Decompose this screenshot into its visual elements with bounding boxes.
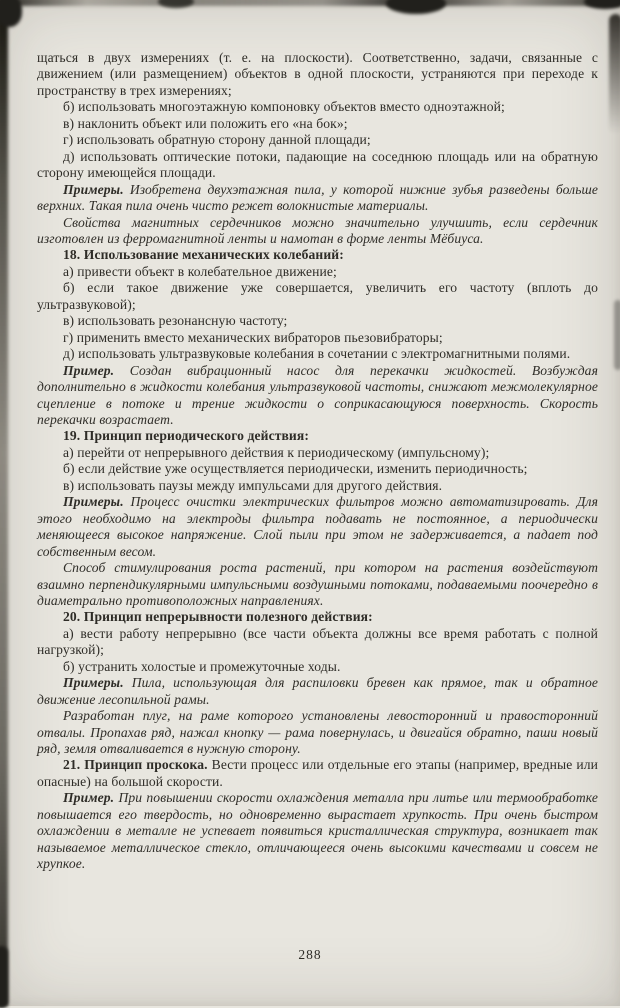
paragraph-lead: Примеры. bbox=[63, 181, 130, 197]
paragraph: д) использовать ультразвуковые колебания в сочетании с электромагнитными полями. bbox=[63, 346, 571, 362]
scan-smudge-top-right-of-center bbox=[386, 0, 446, 14]
paragraph: Способ стимулирования роста растений, при котором на растения воздействуют взаимно перпендикулярными импульсными воздушными потоками, подаваемыми поочередно в диаметрально противоположных направлениях. bbox=[37, 560, 598, 608]
paragraph: Пример. При повышении скорости охлаждения металла при литье или термообработке повышается его твердость, но одновременно вырастает хрупкость. При очень быстром охлаждении в металле не успевает появиться кристаллическая структура, возникает так называемое металлическое стекло, отличающееся очень высокими качествами и совсем не хрупкое. bbox=[37, 790, 598, 872]
paragraph: д) использовать оптические потоки, падающие на соседнюю площадь или на обратную сторону имеющейся площади. bbox=[37, 148, 598, 181]
paragraph: Пример. Создан вибрационный насос для перекачки жидкостей. Возбуждая дополнительно в жидкости колебания ультразвуковой частоты, снижают межмолекулярное сцепление в потоке и трение жидкости о соприкасающуюся поверхность. Скорость перекачки возрастает. bbox=[37, 362, 598, 427]
section-heading: 18. Использование механических колебаний: bbox=[63, 247, 344, 263]
scan-smudge-top-center bbox=[158, 0, 194, 8]
paragraph: г) применить вместо механических вибраторов пьезовибраторы; bbox=[63, 329, 443, 345]
paragraph-lead: Пример. bbox=[63, 790, 119, 806]
paragraph-lead: Примеры. bbox=[63, 494, 131, 510]
paragraph: б) если такое движение уже совершается, увеличить его частоту (вплоть до ультразвуковой); bbox=[37, 280, 598, 312]
paragraph: Примеры. Изобретена двухэтажная пила, у которой нижние зубья разведены больше верхних. Такая пила очень чисто режет волокнистые материалы. bbox=[37, 181, 598, 214]
paragraph-lead: Пример. bbox=[63, 362, 130, 378]
paragraph: б) устранить холостые и промежуточные ходы. bbox=[63, 658, 341, 674]
paragraph: Примеры. Процесс очистки электрических фильтров можно автоматизировать. Для этого необходимо на электроды фильтра подавать не постоянное, а периодически меняющееся высокое напряжение. Слой пыли при этом не задерживается, а падает под собственным весом. bbox=[37, 494, 598, 559]
paragraph: Свойства магнитных сердечников можно значительно улучшить, если сердечник изготовлен из ферромагнитной ленты и намотан в форме ленты Мёбиуса. bbox=[37, 214, 598, 246]
paragraph: в) наклонить объект или положить его «на бок»; bbox=[63, 115, 348, 131]
paragraph: Примеры. Пила, использующая для распиловки бревен как прямое, так и обратное движение лесопильной рамы. bbox=[37, 675, 599, 707]
paragraph: в) использовать паузы между импульсами для другого действия. bbox=[63, 477, 443, 493]
scan-smudge-left-edge bbox=[0, 0, 8, 1006]
paragraph: в) использовать резонансную частоту; bbox=[63, 313, 288, 329]
paragraph: а) вести работу непрерывно (все части объекта должны все время работать с полной нагрузкой); bbox=[37, 625, 598, 658]
scan-smudge-right-edge-middle bbox=[614, 300, 620, 370]
page-number: 288 bbox=[298, 947, 322, 962]
paragraph: Разработан плуг, на раме которого установлены левосторонний и правосторонний отвалы. Пропахав ряд, нажал кнопку — рама повернулась, и двигайся обратно, паши новый ряд, земля отваливается в нужную сторону. bbox=[37, 708, 598, 757]
scan-smudge-right-edge-top bbox=[609, 14, 620, 134]
paragraph: 21. Принцип проскока. Вести процесс или отдельные его этапы (например, вредные или опасные) на большой скорости. bbox=[37, 757, 598, 789]
paragraph: б) если действие уже осуществляется периодически, изменить периодичность; bbox=[63, 461, 528, 477]
section-heading: 19. Принцип периодического действия: bbox=[63, 428, 309, 444]
paragraph: а) перейти от непрерывного действия к периодическому (импульсному); bbox=[63, 444, 490, 460]
paragraph: г) использовать обратную сторону данной площади; bbox=[63, 132, 371, 148]
paragraph: щаться в двух измерениях (т. е. на плоскости). Соответственно, задачи, связанные с движением (или размещением) объектов в одной плоскости, устраняются при переходе к пространству в трех измерениях; bbox=[37, 50, 598, 98]
paragraph: а) привести объект в колебательное движение; bbox=[63, 263, 337, 279]
paragraph-lead: Примеры. bbox=[63, 675, 132, 691]
page-text bbox=[37, 50, 598, 873]
paragraph: б) использовать многоэтажную компоновку объектов вместо одноэтажной; bbox=[63, 99, 505, 115]
paragraph-lead: 21. Принцип проскока. bbox=[63, 757, 212, 773]
section-heading: 20. Принцип непрерывности полезного действия: bbox=[63, 609, 373, 625]
scan-smudge-top-edge bbox=[0, 0, 620, 6]
scan-smudge-top-right bbox=[584, 0, 620, 9]
scan-smudge-top-left bbox=[0, 0, 22, 27]
